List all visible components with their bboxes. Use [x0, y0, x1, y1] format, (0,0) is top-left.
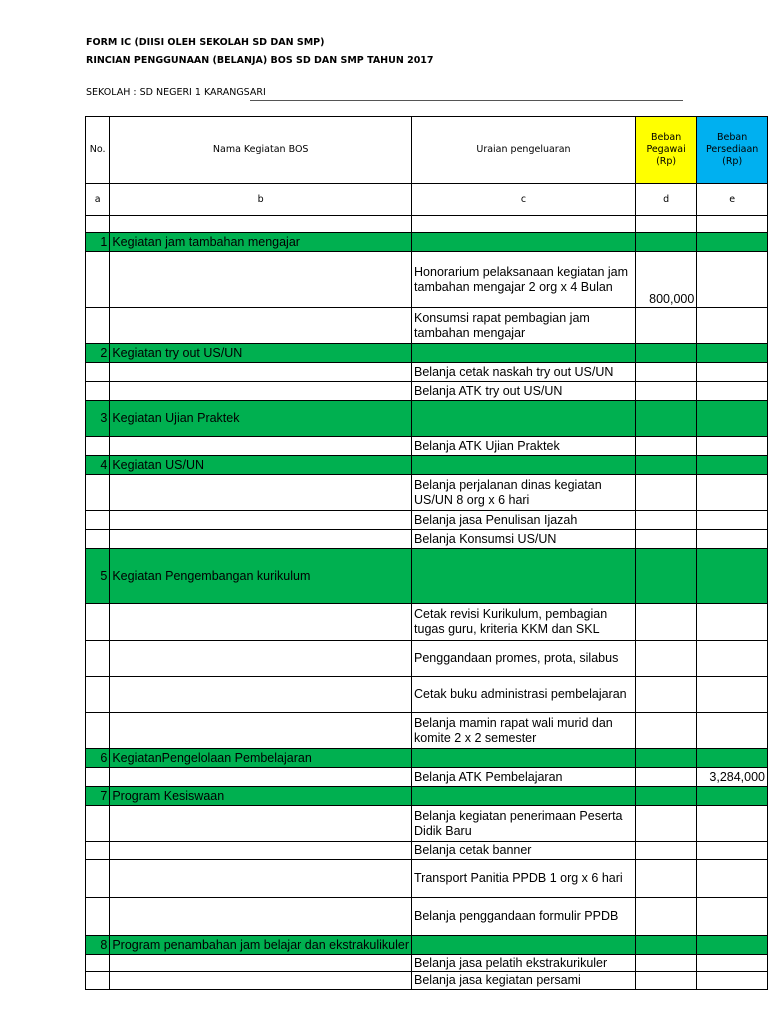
- row-number: 1: [86, 233, 110, 252]
- expense-description: Belanja jasa pelatih ekstrakurikuler: [412, 955, 636, 972]
- expense-row: [86, 860, 768, 898]
- expense-description: Belanja jasa kegiatan persami: [412, 972, 636, 990]
- expense-description: Belanja perjalanan dinas kegiatan US/UN 8 org x 6 hari: [412, 475, 636, 511]
- expense-row: [86, 972, 768, 990]
- expense-row: [86, 530, 768, 549]
- activity-row: [86, 233, 768, 252]
- school-name: SEKOLAH : SD NEGERI 1 KARANGSARI: [86, 87, 266, 98]
- expense-description: Belanja ATK try out US/UN: [412, 382, 636, 401]
- col-header-staff-cost: Beban Pegawai (Rp): [635, 117, 696, 184]
- expense-description: Belanja jasa Penulisan Ijazah: [412, 511, 636, 530]
- activity-name: Program Kesiswaan: [110, 787, 412, 806]
- activity-name: Kegiatan try out US/UN: [110, 344, 412, 363]
- col-header-no: No.: [86, 117, 110, 184]
- expense-description: Belanja mamin rapat wali murid dan komite 2 x 2 semester: [412, 713, 636, 749]
- expense-description: Honorarium pelaksanaan kegiatan jam tambahan mengajar 2 org x 4 Bulan: [412, 252, 636, 308]
- expense-row: [86, 437, 768, 456]
- expenditure-table: [85, 116, 768, 990]
- column-letter-row: [86, 184, 768, 216]
- row-number: 6: [86, 749, 110, 768]
- activity-name: KegiatanPengelolaan Pembelajaran: [110, 749, 412, 768]
- expense-description: Konsumsi rapat pembagian jam tambahan mengajar: [412, 308, 636, 344]
- col-header-activity: Nama Kegiatan BOS: [110, 117, 412, 184]
- form-code: FORM IC (DIISI OLEH SEKOLAH SD DAN SMP): [86, 37, 325, 48]
- col-letter-b: b: [110, 184, 412, 216]
- supplies-cost-value: 3,284,000: [697, 768, 768, 787]
- expense-row: [86, 363, 768, 382]
- expense-row: [86, 842, 768, 860]
- expense-row: [86, 641, 768, 677]
- expense-row: [86, 898, 768, 936]
- expense-row: [86, 511, 768, 530]
- activity-row: [86, 344, 768, 363]
- row-number: 7: [86, 787, 110, 806]
- expense-row: [86, 475, 768, 511]
- expense-description: Belanja ATK Ujian Praktek: [412, 437, 636, 456]
- form-title: RINCIAN PENGGUNAAN (BELANJA) BOS SD DAN SMP TAHUN 2017: [86, 55, 434, 66]
- expense-row: [86, 252, 768, 308]
- activity-name: Kegiatan jam tambahan mengajar: [110, 233, 412, 252]
- expense-description: Belanja penggandaan formulir PPDB: [412, 898, 636, 936]
- staff-cost-value: 800,000: [635, 252, 696, 308]
- col-letter-d: d: [635, 184, 696, 216]
- activity-name: Program penambahan jam belajar dan ekstrakulikuler: [110, 936, 412, 955]
- expense-description: Penggandaan promes, prota, silabus: [412, 641, 636, 677]
- expense-description: Cetak revisi Kurikulum, pembagian tugas guru, kriteria KKM dan SKL: [412, 604, 636, 641]
- activity-row: [86, 749, 768, 768]
- col-letter-c: c: [412, 184, 636, 216]
- expense-description: Belanja cetak banner: [412, 842, 636, 860]
- col-letter-e: e: [697, 184, 768, 216]
- col-letter-a: a: [86, 184, 110, 216]
- header-rule: [250, 100, 683, 101]
- expense-row: [86, 308, 768, 344]
- expense-row: [86, 806, 768, 842]
- expense-row: [86, 768, 768, 787]
- col-header-description: Uraian pengeluaran: [412, 117, 636, 184]
- expense-row: [86, 604, 768, 641]
- expense-row: [86, 382, 768, 401]
- activity-name: Kegiatan Pengembangan kurikulum: [110, 549, 412, 604]
- row-number: 8: [86, 936, 110, 955]
- expense-description: Cetak buku administrasi pembelajaran: [412, 677, 636, 713]
- activity-row: [86, 787, 768, 806]
- activity-row: [86, 401, 768, 437]
- expense-description: Belanja ATK Pembelajaran: [412, 768, 636, 787]
- row-number: 4: [86, 456, 110, 475]
- spacer-row: [86, 216, 768, 233]
- expense-description: Belanja kegiatan penerimaan Peserta Didik Baru: [412, 806, 636, 842]
- activity-row: [86, 936, 768, 955]
- expense-row: [86, 955, 768, 972]
- activity-row: [86, 456, 768, 475]
- activity-name: Kegiatan Ujian Praktek: [110, 401, 412, 437]
- expense-description: Transport Panitia PPDB 1 org x 6 hari: [412, 860, 636, 898]
- expense-description: Belanja Konsumsi US/UN: [412, 530, 636, 549]
- activity-row: [86, 549, 768, 604]
- activity-name: Kegiatan US/UN: [110, 456, 412, 475]
- expense-row: [86, 677, 768, 713]
- column-header-row: [86, 117, 768, 184]
- row-number: 2: [86, 344, 110, 363]
- expense-description: Belanja cetak naskah try out US/UN: [412, 363, 636, 382]
- row-number: 3: [86, 401, 110, 437]
- expense-row: [86, 713, 768, 749]
- col-header-supplies-cost: Beban Persediaan (Rp): [697, 117, 768, 184]
- row-number: 5: [86, 549, 110, 604]
